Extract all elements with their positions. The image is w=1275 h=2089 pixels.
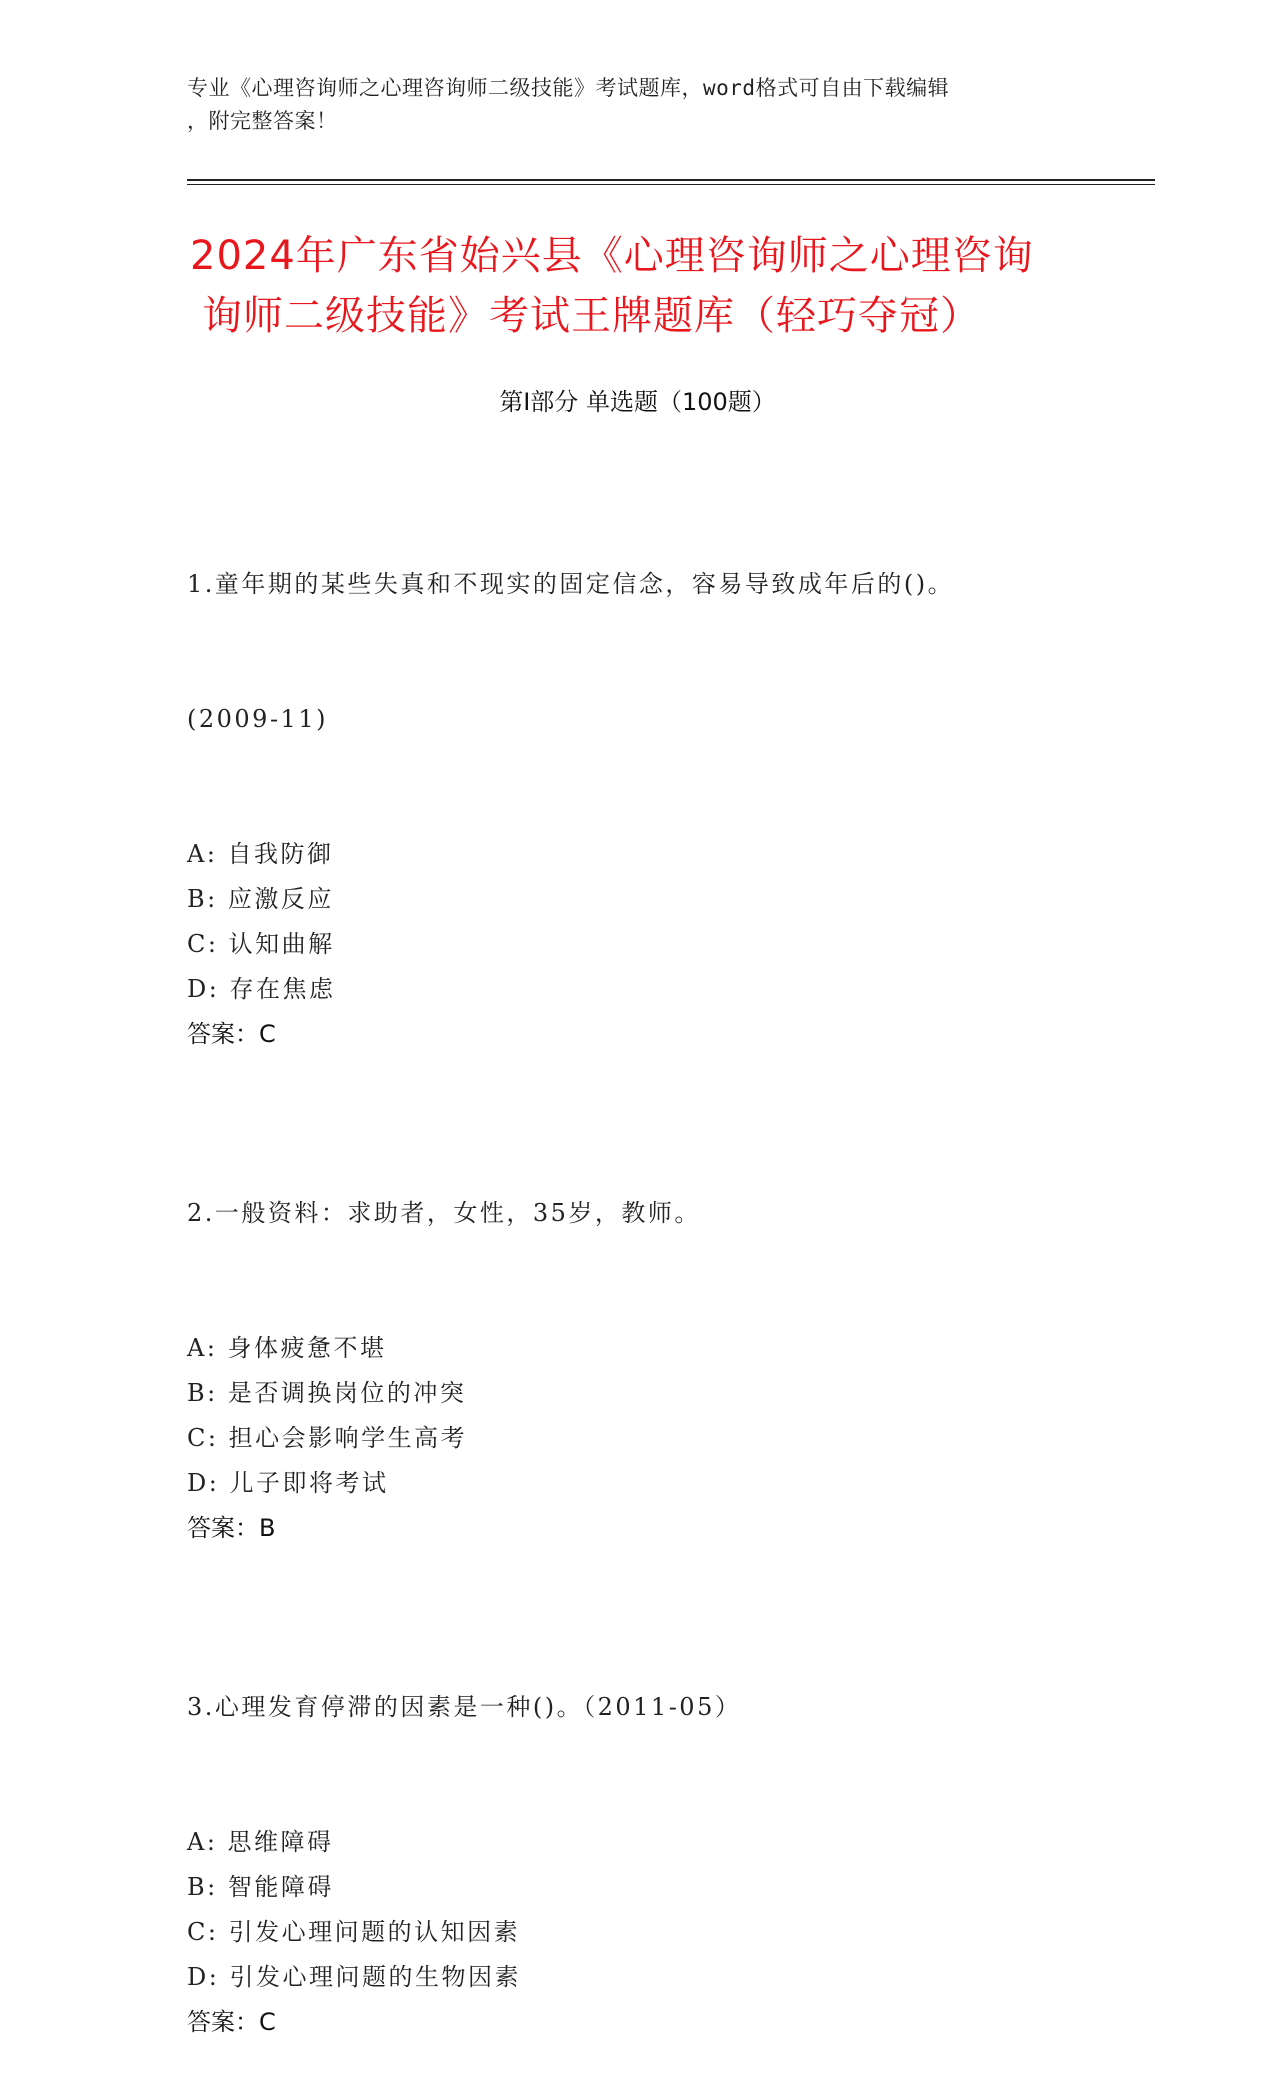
question-stem-line1: 2.一般资料：求助者，女性，35岁，教师。 [187,1199,701,1227]
answer: 答案：C [187,1020,276,1048]
question-stem [187,472,1147,832]
option-b: B: 智能障碍 [187,1873,334,1901]
option-d: D: 儿子即将考试 [187,1469,389,1497]
option-c: C: 担心会影响学生高考 [187,1424,468,1452]
option-b: B: 是否调换岗位的冲突 [187,1379,467,1407]
option-d: D: 引发心理问题的生物因素 [187,1963,521,1991]
answer: 答案：B [187,1514,276,1542]
document-title-line1: 2024年广东省始兴县《心理咨询师之心理咨 [190,233,993,279]
question-item [187,1595,1147,2045]
header-rule-thick [187,179,1155,181]
question-stem-line1: 1.童年期的某些失真和不现实的固定信念，容易导致成年后的()。 [187,570,955,598]
document-title-line2: 询师二级技能》考试王牌题库（轻巧夺冠） [202,293,981,339]
question-list [187,472,1147,2089]
header-note-line1: 专业《心理咨询师之心理咨询师二级技能》考试题库，word格式可自由下载编辑 [187,76,950,100]
option-b: B: 应激反应 [187,885,334,913]
document-title [190,226,1090,346]
option-a: A: 自我防御 [187,840,334,868]
header-rule-thin [187,184,1155,185]
answer: 答案：C [187,2008,276,2036]
option-a: A: 思维障碍 [187,1828,334,1856]
question-item [187,1101,1147,1551]
document-title-line1-end: 询 [992,233,1034,279]
header-note [187,72,1087,138]
header-note-line2: ，附完整答案！ [187,109,338,133]
question-stem [187,1595,1147,1820]
option-a: A: 身体疲惫不堪 [187,1334,387,1362]
question-item [187,472,1147,1057]
question-stem-line2: (2009-11) [187,705,328,733]
option-c: C: 引发心理问题的认知因素 [187,1918,521,1946]
question-stem [187,1101,1147,1326]
question-stem-line1: 3.心理发育停滞的因素是一种()。（2011-05） [187,1693,742,1721]
option-c: C: 认知曲解 [187,930,335,958]
option-d: D: 存在焦虑 [187,975,336,1003]
section-heading: 第Ⅰ部分 单选题（100题） [499,388,776,416]
